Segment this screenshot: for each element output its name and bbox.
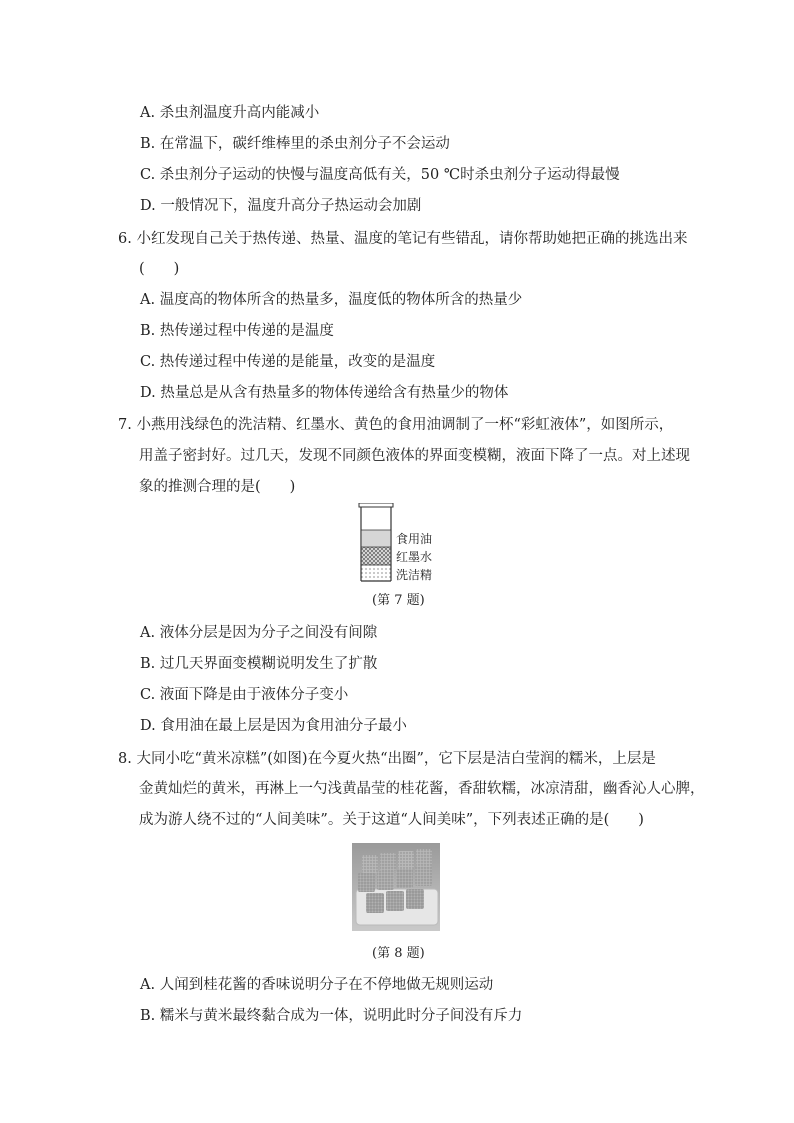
q7-option-a: A. 液体分层是因为分子之间没有间隙 <box>140 625 378 641</box>
q7-stem: 7. 小燕用浅绿色的洗洁精、红墨水、黄色的食用油调制了一杯“彩虹液体”，如图所示， <box>118 417 674 433</box>
q6-option-a: A. 温度高的物体所含的热量多，温度低的物体所含的热量少 <box>140 292 523 308</box>
q8-caption: (第 8 题) <box>372 946 425 961</box>
beaker-lid <box>359 503 393 507</box>
q5-option-d: D. 一般情况下，温度升高分子热运动会加剧 <box>140 198 422 214</box>
q8-stem: 8. 大同小吃“黄米凉糕”(如图)在今夏火热“出圈”，它下层是洁白莹润的糯米，上层是 <box>118 751 656 767</box>
q6-option-b: B. 热传递过程中传递的是温度 <box>140 323 334 339</box>
q8-figure-rice-cake-photo <box>352 843 440 931</box>
q5-option-a: A. 杀虫剂温度升高内能减小 <box>140 105 320 121</box>
q7-option-d: D. 食用油在最上层是因为食用油分子最小 <box>140 718 407 734</box>
q7-label-detergent: 洗洁精 <box>396 568 433 582</box>
q6-option-d: D. 热量总是从含有热量多的物体传递给含有热量少的物体 <box>140 385 509 401</box>
q7-stem-line-2: 用盖子密封好。过几天，发现不同颜色液体的界面变模糊，液面下降了一点。对上述现 <box>139 448 690 464</box>
q6-stem-bracket: ( ) <box>139 261 180 277</box>
q6-stem: 6. 小红发现自己关于热传递、热量、温度的笔记有些错乱，请你帮助她把正确的挑选出来 <box>118 231 688 247</box>
q5-option-b: B. 在常温下，碳纤维棒里的杀虫剂分子不会运动 <box>140 136 450 152</box>
q8-option-a: A. 人闻到桂花酱的香味说明分子在不停地做无规则运动 <box>140 977 494 993</box>
q6-option-c: C. 热传递过程中传递的是能量，改变的是温度 <box>140 354 436 370</box>
detergent-layer <box>362 565 391 580</box>
q7-option-c: C. 液面下降是由于液体分子变小 <box>140 687 349 703</box>
q7-caption: (第 7 题) <box>372 593 425 608</box>
q8-option-b: B. 糯米与黄米最终黏合成为一体，说明此时分子间没有斥力 <box>140 1008 523 1024</box>
q8-stem-line-2: 金黄灿烂的黄米，再淋上一勺浅黄晶莹的桂花酱，香甜软糯，冰凉清甜，幽香沁人心脾， <box>139 781 705 797</box>
q7-stem-line-3: 象的推测合理的是( ) <box>139 479 296 495</box>
q8-stem-line-3: 成为游人绕不过的“人间美味”。关于这道“人间美味”，下列表述正确的是( ) <box>139 812 644 828</box>
q5-option-c: C. 杀虫剂分子运动的快慢与温度高低有关，50 ℃时杀虫剂分子运动得最慢 <box>140 167 620 183</box>
q7-label-oil: 食用油 <box>396 532 433 546</box>
q7-label-ink: 红墨水 <box>396 550 433 564</box>
q7-option-b: B. 过几天界面变模糊说明发生了扩散 <box>140 656 378 672</box>
oil-layer <box>362 530 391 547</box>
